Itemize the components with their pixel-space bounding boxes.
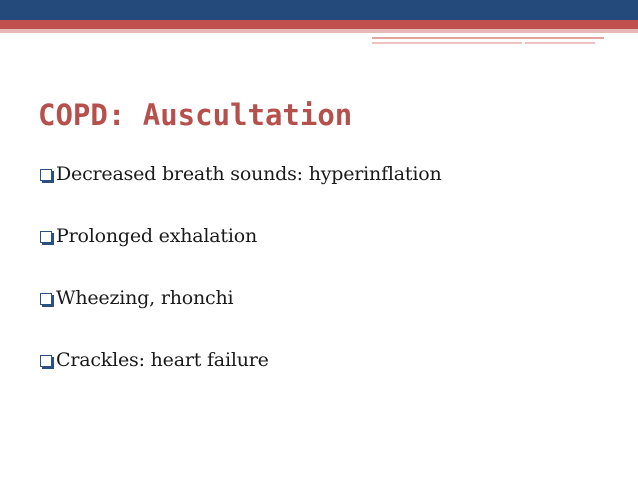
decorative-line [525,42,595,44]
slide-title: COPD: Auscultation [38,98,353,132]
checkbox-bullet-icon [40,293,52,305]
bullet-list [40,163,442,411]
decorative-line [372,37,604,39]
bullet-text: Decreased breath sounds: hyperinflation [56,163,442,185]
list-item [40,349,442,371]
header-band-blue [0,0,638,20]
checkbox-bullet-icon [40,169,52,181]
decorative-line [372,42,522,44]
bullet-text: Crackles: heart failure [56,349,269,371]
header-band-red [0,20,638,29]
checkbox-bullet-icon [40,231,52,243]
checkbox-bullet-icon [40,355,52,367]
header-band-accent [0,29,638,33]
list-item [40,287,442,309]
bullet-text: Wheezing, rhonchi [56,287,234,309]
bullet-text: Prolonged exhalation [56,225,257,247]
list-item [40,225,442,247]
list-item [40,163,442,185]
